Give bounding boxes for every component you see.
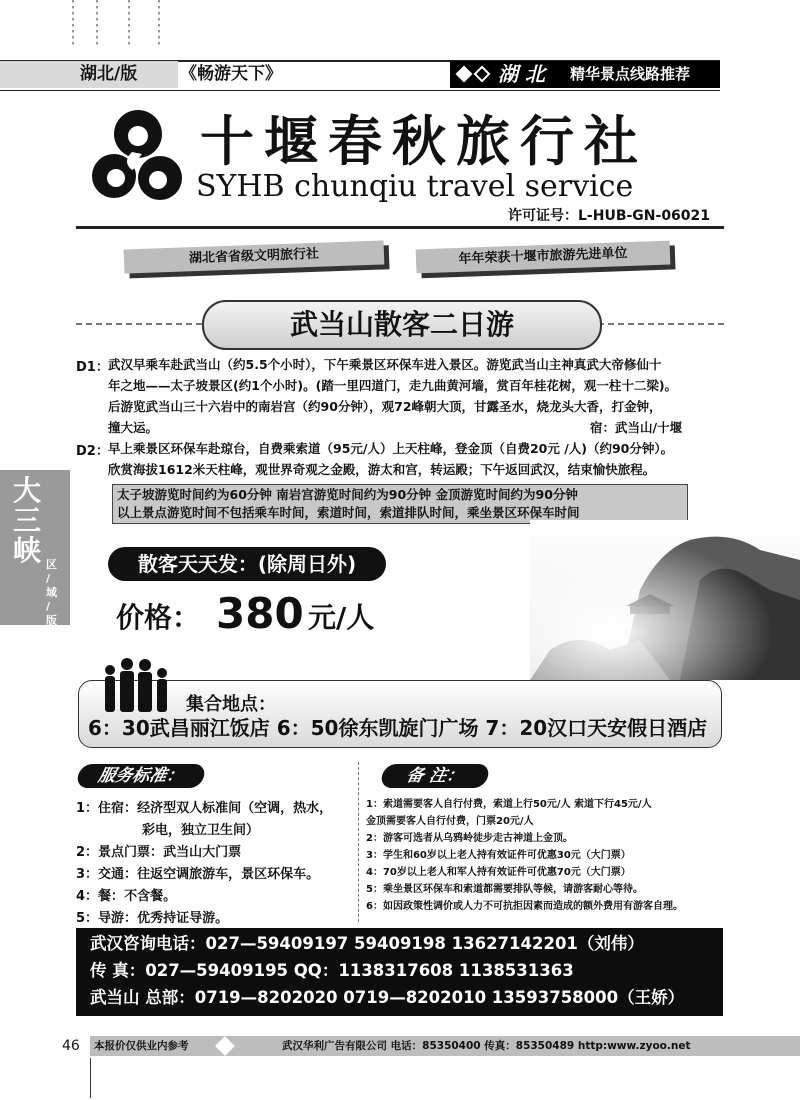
side-tab-subtitle: 区 / 域 / 版 — [46, 558, 60, 628]
price-value: 380 — [216, 589, 304, 638]
service-item: 3：交通：往返空调旅游车，景区环保车。 — [76, 867, 320, 882]
diamond-icon — [456, 66, 473, 83]
day-label: D1： — [76, 360, 109, 375]
remark-item: 6：如因政策性调价或人力不可抗拒因素而造成的额外费用有游客自理。 — [366, 901, 683, 912]
meeting-times: 6：30武昌丽江饭店 6：50徐东凯旋门广场 7：20汉口天安假日酒店 — [88, 716, 708, 740]
remarks-title: 备 注： — [379, 764, 490, 788]
remark-item: 3：学生和60岁以上老人持有效证件可优惠30元（大门票） — [366, 850, 631, 861]
company-name-en: SYHB chunqiu travel service — [196, 169, 634, 204]
departure-badge: 散客天天发：(除周日外) — [108, 547, 386, 581]
meeting-label: 集合地点： — [186, 694, 276, 715]
company-name-cn: 十堰春秋旅行社 — [200, 109, 648, 173]
crop-mark — [96, 0, 98, 48]
remark-item: 4：70岁以上老人和军人持有效证件可优惠70元（大门票） — [366, 867, 631, 878]
day-1-line: 武汉早乘车赴武当山（约5.5个小时），下午乘景区环保车进入景区。游览武当山主神真武大帝修仙十 — [108, 357, 662, 372]
day-2-line: 早上乘景区环保车赴琼台，自费乘索道（95元/人）上天柱峰，登金顶（自费20元 /人)（约90分钟）。 — [108, 441, 674, 456]
contact-row: 武汉咨询电话：027—59409197 59409198 13627142201（刘伟） — [90, 934, 644, 953]
remark-item: 2：游客可选者从乌鸦岭徒步走古神道上金顶。 — [366, 833, 573, 844]
contact-panel — [76, 928, 723, 1016]
side-tab-title — [10, 476, 44, 566]
day-1-stay: 宿：武当山/十堰 — [590, 420, 683, 435]
contact-row: 传 真：027—59409195 QQ：1138317608 1138531363 — [90, 961, 574, 980]
divider — [90, 1058, 91, 1098]
footer-publisher: 武汉华利广告有限公司 电话：85350400 传真：85350489 http:www.zyoo.net — [282, 1040, 691, 1052]
day-1-line: 撞大运。 — [108, 420, 159, 435]
people-icon — [100, 656, 180, 712]
diamond-outline-icon — [474, 66, 491, 83]
side-tab-char: 三 — [12, 504, 41, 537]
dashed-line — [598, 323, 724, 325]
license-number: 许可证号：L-HUB-GN-06021 — [508, 208, 711, 224]
header-province: 湖 北 — [498, 62, 545, 86]
divider — [76, 226, 724, 229]
note-line: 太子坡游览时间约为60分钟 南岩宫游览时间约为90分钟 金顶游览时间约为90分钟 — [117, 487, 578, 502]
header-magazine: 《畅游天下》 — [180, 64, 282, 84]
footer-disclaimer: 本报价仅供业内参考 — [94, 1040, 189, 1052]
service-item: 1：住宿：经济型双人标准间（空调，热水， — [76, 801, 333, 816]
crop-mark — [128, 0, 130, 48]
header-region: 湖北/版 — [0, 61, 178, 88]
honor-badge: 湖北省省级文明旅行社 — [124, 240, 385, 273]
crop-mark — [158, 0, 160, 48]
dashed-line — [76, 323, 202, 325]
side-tab-char: 域 — [46, 586, 57, 599]
duration-note — [112, 484, 688, 524]
header-recommend-text: 精华景点线路推荐 — [570, 65, 691, 83]
remark-item: 5：乘坐景区环保车和索道都需要排队等候，请游客耐心等待。 — [366, 884, 643, 895]
service-item: 4：餐：不含餐。 — [76, 889, 177, 904]
service-item: 2：景点门票：武当山大门票 — [76, 845, 242, 860]
region-side-tab — [0, 470, 70, 625]
remark-item: 金顶需要客人自行付费，门票20元/人 — [366, 816, 534, 827]
day-1-line: 年之地——太子坡景区(约1个小时)。(踏一里四道门，走九曲黄河墙，赏百年桂花树，观一柱十二梁)。 — [108, 378, 678, 393]
side-tab-char: 区 — [46, 558, 57, 571]
note-line: 以上景点游览时间不包括乘车时间，索道时间，索道排队时间，乘坐景区环保车时间 — [117, 505, 580, 520]
day-label: D2： — [76, 444, 109, 459]
day-2-line: 欣赏海拔1612米天柱峰，观世界奇观之金殿，游太和宫，转运殿；下午返回武汉，结束愉快旅程。 — [108, 462, 656, 477]
side-tab-char: 版 — [46, 614, 57, 627]
side-tab-char: 大 — [12, 474, 41, 507]
service-item: 5：导游：优秀持证导游。 — [76, 911, 229, 926]
price-unit: 元/人 — [308, 601, 375, 634]
contact-row: 武当山 总部：0719—8202020 0719—8202010 13593758000（王娇） — [90, 988, 685, 1007]
service-title: 服务标准： — [75, 764, 206, 788]
header-recommend-bar — [450, 61, 720, 88]
company-logo — [92, 108, 182, 208]
mountain-photo — [530, 520, 800, 680]
side-tab-char: 峡 — [12, 534, 41, 567]
service-item: 彩电，独立卫生间） — [142, 823, 260, 838]
day-1-line: 后游览武当山三十六岩中的南岩宫（约90分钟），观72峰朝大顶，甘露圣水，烧龙头大香，打金钟， — [108, 399, 662, 414]
page-number: 46 — [62, 1038, 80, 1054]
crop-mark — [72, 0, 74, 48]
tour-title: 武当山散客二日游 — [202, 300, 602, 350]
column-divider — [358, 762, 359, 922]
remark-item: 1：索道需要客人自行付费，索道上行50元/人 索道下行45元/人 — [366, 799, 652, 810]
price-label: 价格： — [116, 601, 201, 634]
honor-badge: 年年荣获十堰市旅游先进单位 — [416, 241, 671, 274]
